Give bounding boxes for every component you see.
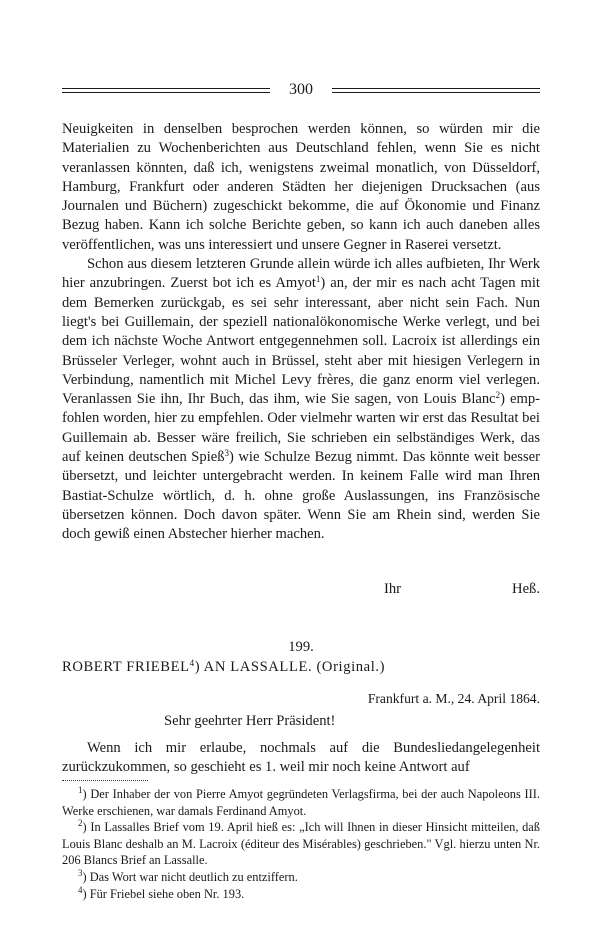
letter-heading-rest: ) AN LASSALLE. (Original.): [194, 659, 386, 675]
footnote-ref-3: 3: [224, 448, 230, 459]
footnote-4-mark: 4: [78, 884, 83, 895]
footnote-ref-2: 2: [495, 390, 501, 401]
footnote-4: [62, 886, 540, 903]
footnote-ref-1: 1: [315, 274, 321, 285]
paragraph-2-text-b: ) an, der mir es nach acht Tagen mit dem Bemerken zurückgab, es sei sehr interessant, aber nicht sein Fach. Nun liegt's bei Guillemain, der speziell nationalökonomische Werke verlegt, und bei dem ich nächste Woche Antwort entgegennehmen soll. Lacroix ist allerdings ein Brüsseler Verleger, wohnt auch in Brüssel, steht aber mit hiesigen Verlegern in Verbindung, namentlich mit Michel Levy frères, die ganz enorm viel verlegen. Veranlassen Sie ihn, Ihr Buch, das ihm, wie Sie sagen, von Louis Blanc: [62, 275, 540, 408]
footnote-1-text: ) Der Inhaber der von Pierre Amyot gegründeten Verlagsfirma, bei der auch Napoleons III. Werke erschienen, war damals Ferdinand Amyot.: [62, 787, 540, 818]
paragraph-2: [62, 255, 540, 544]
new-letter-body: [62, 739, 540, 778]
letter-heading: [62, 658, 540, 677]
page-number: 300: [289, 81, 313, 98]
salutation: Sehr geehrter Herr Präsident!: [164, 713, 336, 729]
paragraph-2-text-c: ) empfohlen worden, hier zu empfehlen. Oder vielmehr warten wir erst das Resultat bei Guillemain ab. Besser wäre freilich, Sie schrieben ein selbständiges Werk, das auf keinen deutschen Spieß: [62, 391, 540, 466]
paragraph-2-text-d: ) wie Schulze Bezug nimmt. Das könnte weit besser übersetzt, und leichter untergebracht werden. In keinem Falle wird man Ihren Bastiat-Schulze wörtlich, d. h. ohne große Auslassungen, ins Französische übersetzen können. Doch davon später. Wenn Sie am Rhein sind, werden Sie doch gewiß einen Abstecher hierher machen.: [62, 449, 540, 543]
header-rule-right: [332, 88, 540, 93]
footnote-3-text: ) Das Wort war nicht deutlich zu entziffern.: [82, 869, 298, 884]
dateline: Frankfurt a. M., 24. April 1864.: [367, 691, 540, 706]
letter-heading-sender: ROBERT FRIEBEL: [62, 659, 190, 675]
signature: Heß.: [512, 581, 540, 597]
footnotes: [62, 786, 540, 902]
footnote-3-mark: 3: [78, 867, 83, 878]
new-letter-paragraph: Wenn ich mir erlaube, nochmals auf die Bundesliedangelegenheit zurückzukommen, so geschieht es 1. weil mir noch keine Antwort auf: [62, 740, 540, 776]
paragraph-1: Neuigkeiten in denselben besprochen werden können, so würden mir die Materialien zu Wochenberichten aus Deutschland fehlen, wenn Sie es nicht veranlassen könnten, daß ich, wenigstens zweimal monatlich, von Düsseldorf, Hamburg, Frankfurt oder anderen Städten her diejenigen Drucksachen (aus Journalen und Büchern) zugeschickt bekomme, die auf Ökonomie und Finanz Bezug haben. Kann ich solche Berichte geben, so kann ich auch daneben alles veröffentlichen, was uns interessiert und unsere Gegner in Raserei versetzt.: [62, 121, 540, 253]
letter-number: 199.: [288, 639, 314, 655]
footnote-4-text: ) Für Friebel siehe oben Nr. 193.: [82, 886, 245, 901]
footnote-separator: [62, 780, 148, 781]
footnote-3: [62, 869, 540, 886]
footnote-1: [62, 786, 540, 819]
footnote-1-mark: 1: [78, 785, 83, 795]
page-header: [62, 80, 540, 104]
footnote-2-mark: 2: [78, 818, 83, 829]
letter-continuation: [62, 120, 540, 545]
paragraph-2-text-a: Schon aus diesem letzteren Grunde allein würde ich alles aufbieten, Ihr Werk hier anzubringen. Zuerst bot ich es Amyot: [62, 256, 540, 292]
footnote-2-text: ) In Lassalles Brief vom 19. April hieß es: „Ich will Ihnen in dieser Hinsicht mitteilen, daß Louis Blanc deshalb an M. Lacroix (éditeur des Misérables) geschrieben." Vgl. hierzu unten Nr. 206 Blancs Brief an Lassalle.: [62, 820, 540, 868]
closing-ihr: Ihr: [384, 581, 402, 597]
footnote-2: [62, 819, 540, 869]
letter-closing: [62, 580, 540, 602]
footnote-ref-4: 4: [189, 658, 195, 668]
